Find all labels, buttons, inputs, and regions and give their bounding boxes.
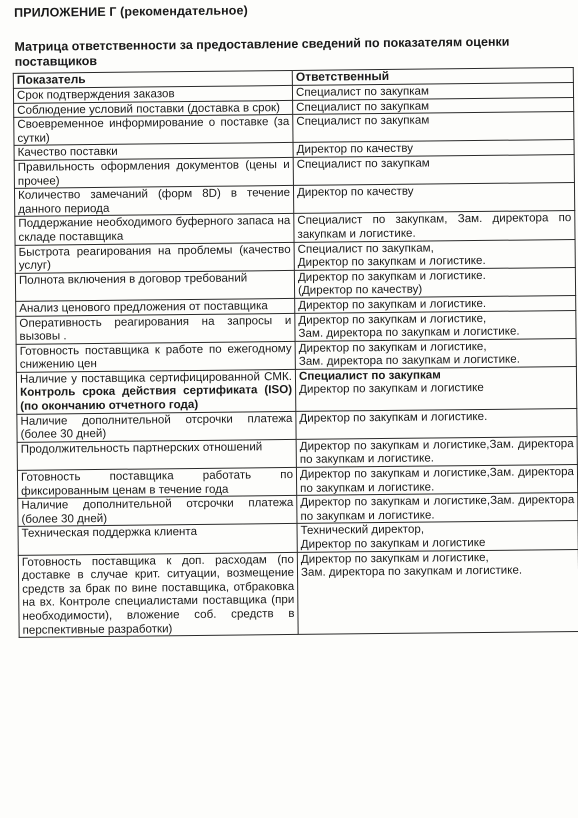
indicator-cell bbox=[14, 115, 293, 146]
responsible-cell bbox=[293, 154, 574, 185]
indicator-text: Анализ ценового предложения от поставщика bbox=[19, 299, 268, 315]
table-row bbox=[16, 366, 576, 414]
responsible-text: Технический директор, bbox=[300, 522, 425, 538]
responsible-text: Директор по закупкам и логистике. bbox=[297, 268, 486, 284]
responsible-text: Директор по закупкам и логистике,Зам. директора по закупкам и логистике. bbox=[300, 493, 575, 523]
indicator-text: Готовность поставщика работать по фиксированным ценам в течение года bbox=[20, 467, 294, 498]
appendix-label: ПРИЛОЖЕНИЕ Г (рекомендательное) bbox=[14, 3, 248, 20]
indicator-cell bbox=[16, 341, 295, 372]
responsible-text: Директор по закупкам и логистике,Зам. директора по закупкам и логистике. bbox=[299, 436, 574, 467]
responsible-text: Директор по закупкам и логистике, bbox=[298, 311, 487, 327]
responsible-cell bbox=[293, 112, 574, 143]
indicator-text: Техническая поддержка клиента bbox=[21, 525, 198, 541]
indicator-cell bbox=[17, 467, 296, 498]
responsible-cell bbox=[296, 436, 577, 467]
responsible-text: Специалист по закупкам bbox=[296, 156, 430, 171]
indicator-cell bbox=[15, 214, 294, 245]
responsible-text: Зам. директора по закупкам и логистике. bbox=[298, 324, 520, 340]
responsible-text: Директор по закупкам и логистике,Зам. директора по закупкам и логистике. bbox=[299, 465, 575, 495]
responsible-text: Директор по закупкам и логистике. bbox=[298, 296, 487, 312]
responsible-cell bbox=[297, 493, 578, 524]
indicator-cell bbox=[18, 496, 297, 527]
indicator-text: Поддержание необходимого буферного запаса на складе поставщика bbox=[18, 214, 291, 244]
indicator-text: Соблюдение условий поставки (доставка в срок) bbox=[17, 100, 281, 117]
indicator-text: Наличие у поставщика сертифицированной СМК. bbox=[19, 369, 293, 386]
indicator-cell bbox=[16, 369, 295, 414]
responsible-cell bbox=[295, 338, 576, 369]
indicator-text: Наличие дополнительной отсрочки платежа (более 30 дней) bbox=[20, 411, 293, 442]
column-header-indicator: Показатель bbox=[13, 70, 292, 88]
responsible-cell bbox=[296, 408, 577, 439]
responsible-text: Специалист по закупкам, bbox=[297, 241, 434, 256]
indicator-cell bbox=[18, 524, 297, 555]
responsible-text: Специалист по закупкам bbox=[296, 99, 430, 114]
table-body bbox=[13, 83, 578, 638]
indicator-text: Оперативность реагирования на запросы и вызовы . bbox=[19, 313, 292, 343]
responsible-text: Специалист по закупкам, Зам. директора по закупкам и логистике. bbox=[297, 211, 572, 241]
responsible-cell bbox=[294, 267, 575, 298]
responsible-text: Зам. директора по закупкам и логистике. bbox=[300, 563, 523, 580]
indicator-cell bbox=[18, 552, 298, 637]
document-title: Матрица ответственности за предоставление сведений по показателям оценки поставщиков bbox=[14, 34, 510, 69]
indicator-cell bbox=[17, 439, 296, 470]
responsible-cell bbox=[295, 366, 576, 411]
indicator-cell bbox=[16, 313, 295, 344]
responsible-bold-text: Специалист по закупкам bbox=[298, 368, 441, 383]
indicator-text: Срок подтверждения заказов bbox=[16, 87, 175, 102]
indicator-bold-text: Контроль срока действия сертификата (ISO) (по окончанию отчетного года) bbox=[20, 383, 293, 413]
indicator-text: Количество замечаний (форм 8D) в течение данного периода bbox=[17, 186, 291, 216]
responsible-text: Директор по качеству bbox=[296, 142, 414, 157]
column-header-responsible: Ответственный bbox=[292, 68, 573, 86]
responsible-text: Специалист по закупкам bbox=[296, 113, 430, 129]
indicator-text: Наличие дополнительной отсрочки платежа (более 30 дней) bbox=[21, 496, 294, 526]
indicator-text: Готовность поставщика к работе по ежегодному снижению цен bbox=[19, 341, 292, 372]
responsible-text: Директор по качеству bbox=[296, 184, 414, 200]
responsibility-matrix-table bbox=[13, 67, 578, 638]
responsible-cell bbox=[295, 310, 576, 341]
responsible-text: Директор по закупкам и логистике. bbox=[297, 254, 486, 270]
responsible-text: Директор по закупкам и логистике bbox=[299, 381, 484, 397]
indicator-cell bbox=[14, 157, 293, 188]
indicator-cell bbox=[15, 270, 294, 301]
responsible-text: Директор по закупкам и логистике. bbox=[299, 409, 488, 425]
indicator-text: Качество поставки bbox=[17, 145, 118, 160]
indicator-text: Правильность оформления документов (цены и прочее) bbox=[17, 157, 290, 188]
table-row bbox=[18, 549, 578, 637]
responsible-cell bbox=[294, 211, 575, 242]
responsible-text: Зам. директора по закупкам и логистике. bbox=[298, 352, 520, 369]
responsible-cell bbox=[294, 239, 575, 270]
responsible-cell bbox=[296, 465, 577, 496]
responsible-text: Специалист по закупкам bbox=[295, 84, 430, 99]
indicator-text: Своевременное информирование о поставке (за сутки) bbox=[17, 115, 290, 145]
responsible-text: (Директор по качеству) bbox=[297, 282, 423, 298]
indicator-text: Полнота включения в договор требований bbox=[18, 271, 248, 287]
responsible-cell bbox=[297, 549, 578, 635]
indicator-text: Готовность поставщика к доп. расходам (по доставке в случае крит. ситуации, возмещение средств за брак по вине поставщика, отбраковка на вх. Контроле специалистами поставщика (при необходимости), вложение соб. средств в перспективные разработки) bbox=[21, 552, 295, 637]
responsible-text: Директор по закупкам и логистике, bbox=[300, 550, 489, 566]
indicator-text: Продолжительность партнерских отношений bbox=[20, 440, 263, 456]
indicator-cell bbox=[15, 242, 294, 273]
responsible-text: Директор по закупкам и логистике bbox=[300, 535, 486, 551]
responsible-text: Директор по закупкам и логистике, bbox=[298, 339, 487, 355]
indicator-cell bbox=[17, 411, 296, 442]
responsible-cell bbox=[293, 183, 574, 214]
responsible-cell bbox=[297, 521, 578, 552]
indicator-cell bbox=[14, 186, 293, 217]
indicator-text: Быстрота реагирования на проблемы (качество услуг) bbox=[18, 242, 291, 272]
